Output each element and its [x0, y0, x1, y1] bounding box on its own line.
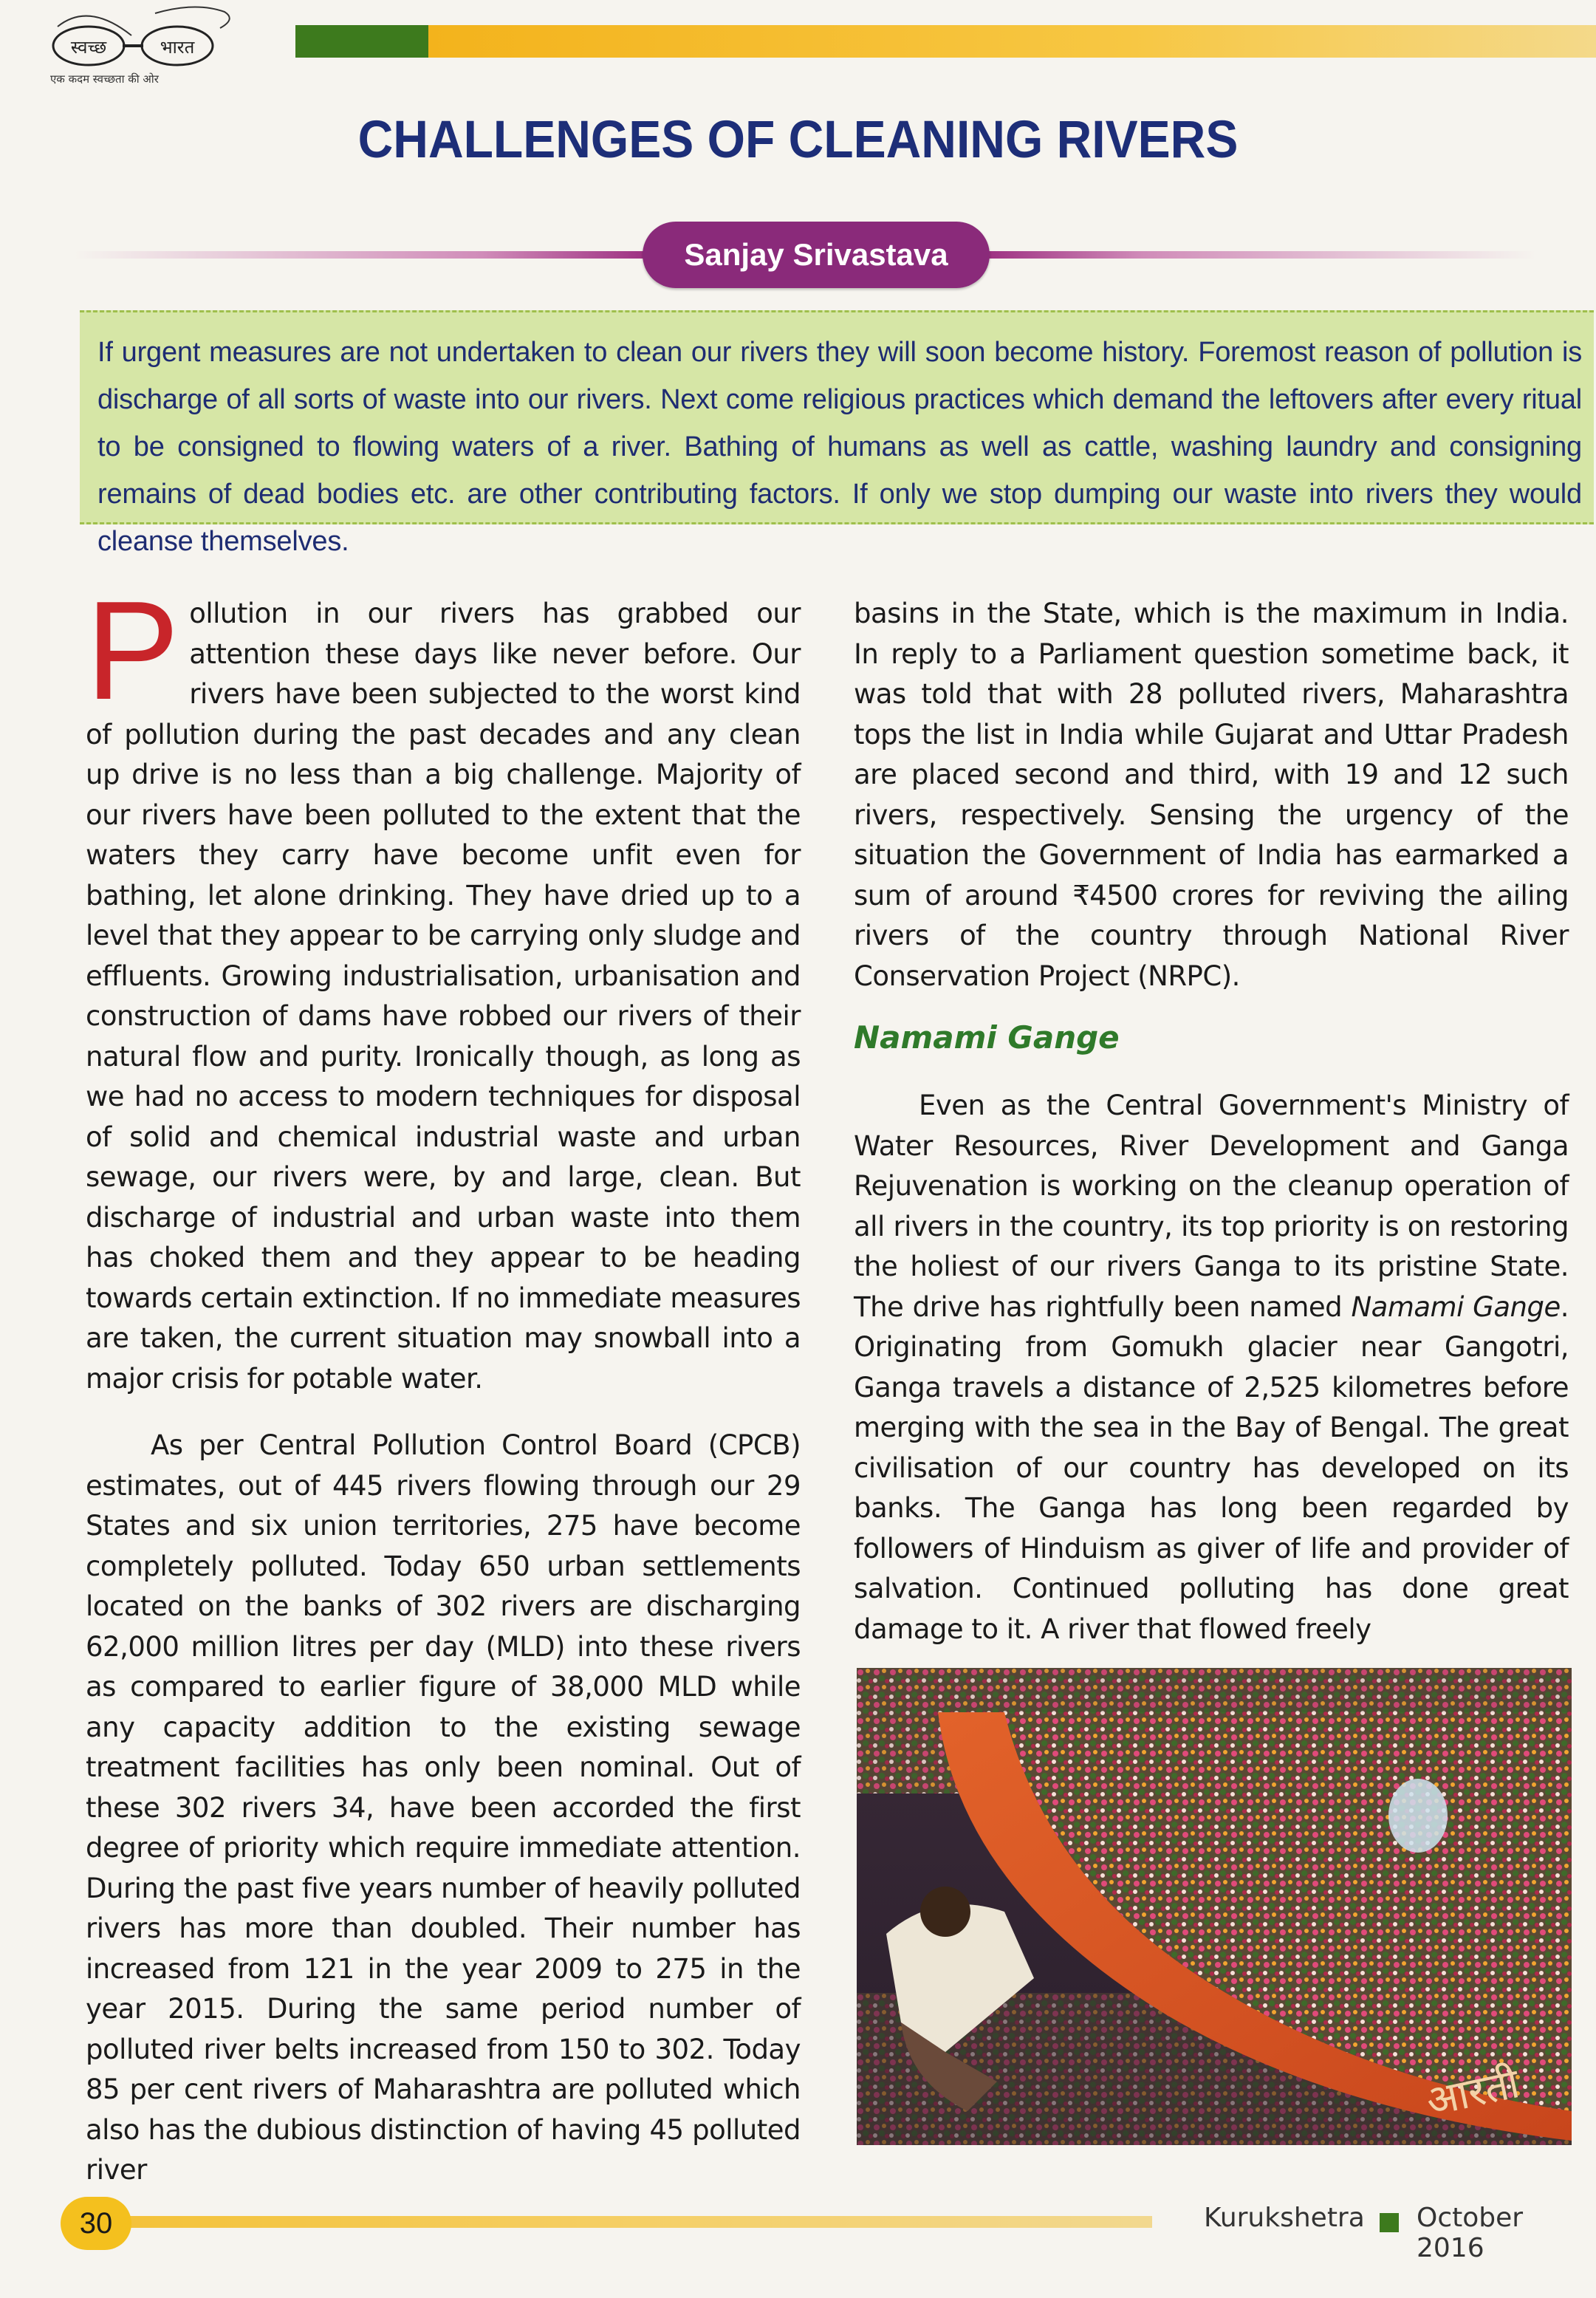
river-boat-photo — [857, 1668, 1572, 2145]
body-column-right-top — [854, 594, 1569, 996]
footer-square-icon — [1380, 2213, 1399, 2232]
swachh-bharat-logo — [44, 6, 288, 87]
author-name: Sanjay Srivastava — [643, 222, 990, 288]
paragraph-basins: basins in the State, which is the maximum in India. In reply to a Parliament question sometime back, it was told that with 28 polluted rivers, Maharashtra tops the list in India while Gujarat and Uttar Pradesh are placed second and third, with 19 and 12 such rivers, respectively. Sensing the urgency of the situation the Government of India has earmarked a sum of around ₹4500 crores for reviving the ailing rivers of the country through National River Conservation Project (NRPC). — [854, 598, 1569, 992]
body-column-right-bottom — [854, 1086, 1569, 1649]
drop-cap: P — [86, 572, 179, 729]
body-column-left — [86, 572, 801, 2191]
paragraph-cpcb: As per Central Pollution Control Board (CPCB) estimates, out of 445 rivers flowing through our 29 States and six union territories, 275 have become completely polluted. Today 650 urban settlements located on the banks of 302 rivers are discharging 62,000 million litres per day (MLD) into these rivers as compared to earlier figure of 38,000 MLD while any capacity addition to the existing sewage treatment facilities has only been nominal. Out of these 302 rivers 34, have been accorded the first degree of priority which require immediate attention. During the past five years number of heavily polluted rivers has more than doubled. Their number has increased from 121 in the year 2009 to 275 in the year 2015. During the same period number of polluted river belts increased from 150 to 302. Today 85 per cent rivers of Maharashtra are polluted which also has the dubious distinction of having 45 polluted river — [86, 1429, 801, 2186]
footer-publication: Kurukshetra — [1204, 2203, 1365, 2233]
boat-lettering: आरती — [1422, 2059, 1524, 2127]
namami-gange-emphasis: Namami Gange — [1351, 1290, 1561, 1323]
logo-tagline: एक कदम स्वच्छता की ओर — [50, 72, 159, 86]
article-title: CHALLENGES OF CLEANING RIVERS — [357, 109, 1239, 168]
logo-word-left: स्वच्छ — [70, 37, 107, 58]
page-number: 30 — [61, 2197, 131, 2250]
article-summary: If urgent measures are not undertaken to clean our rivers they will soon become history. Foremost reason of pollution is discharge of all sorts of waste into our rivers. Next come religious practices which demand the leftovers after every ritual to be consigned to flowing waters of a river. Bathing of humans as well as cattle, washing laundry and consigning remains of dead bodies etc. are other contributing factors. If only we stop dumping our waste into rivers they would cleanse themselves. — [80, 310, 1594, 524]
paragraph-namami-gange-a: Even as the Central Government's Ministry of Water Resources, River Development and Ganga Rejuvenation is working on the cleanup operation of all rivers in the country, its top priority is on restoring the holiest of our rivers Ganga to its pristine State. The drive has rightfully been named — [854, 1090, 1569, 1323]
header-color-bar — [295, 25, 1596, 58]
logo-word-right: भारत — [160, 37, 195, 58]
paragraph-namami-gange-b: . Originating from Gomukh glacier near Gangotri, Ganga travels a distance of 2,525 kilometres before merging with the sea in the Bay of Bengal. The great civilisation of our country has developed on its banks. The Ganga has long been regarded by followers of Hinduism as giver of life and provider of salvation. Continued polluting has done great damage to it. A river that flowed freely — [854, 1290, 1569, 1645]
footer-bar — [126, 2216, 1152, 2228]
author-divider-left — [74, 251, 657, 259]
paragraph-intro-text: ollution in our rivers has grabbed our attention these days like never before. Our rivers have been subjected to the worst kind of pollution during the past decades and any clean up drive is no less than a big challenge. Majority of our rivers have been polluted to the extent that the waters they carry have become unfit even for bathing, let alone drinking. They have dried up to a level that they appear to be carrying only sludge and effluents. Growing industrialisation, urbanisation and construction of dams have robbed our rivers of their natural flow and purity. Ironically though, as long as we had no access to modern techniques for disposal of solid and chemical industrial waste and urban sewage, our rivers were, by and large, clean. But discharge of industrial and urban waste into them has choked them and they appear to be heading towards certain extinction. If no immediate measures are taken, the current situation may snowball into a major crisis for potable water. — [86, 598, 801, 1395]
paragraph-namami-gange — [854, 1086, 1569, 1649]
section-heading-namami-gange: Namami Gange — [854, 1019, 1120, 1056]
footer-date: October 2016 — [1417, 2203, 1524, 2263]
paragraph-intro — [86, 572, 801, 1399]
author-divider-right — [975, 251, 1536, 259]
